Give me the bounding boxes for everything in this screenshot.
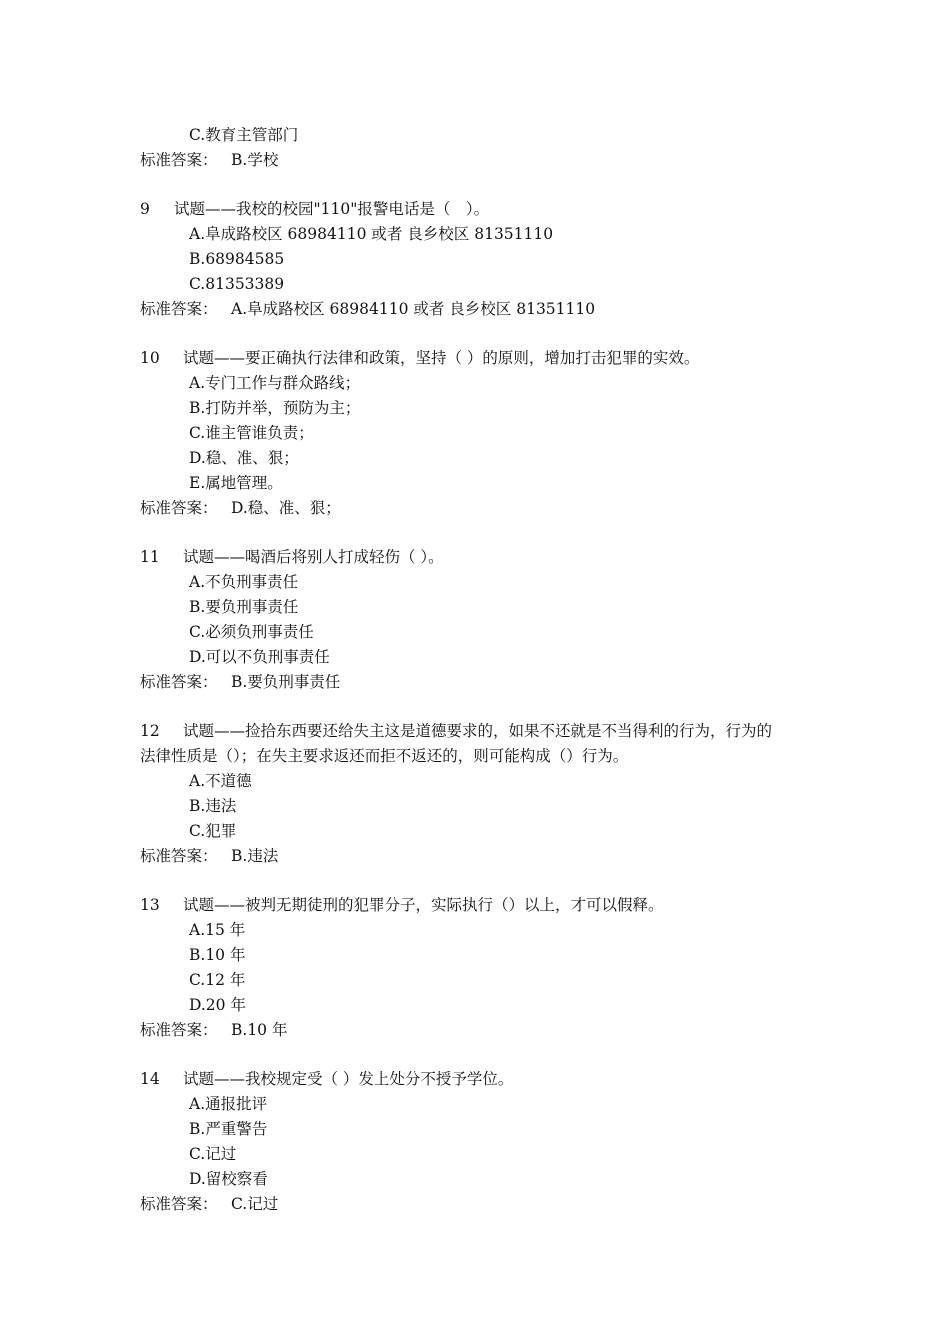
question-text: 试题——我校的校园"110"报警电话是（ ）。 (174, 200, 490, 218)
option-line: D.稳、准、狠； (189, 449, 299, 467)
answer-line (140, 1018, 830, 1043)
answer-label: 标准答案： (140, 499, 218, 517)
question-block (140, 719, 830, 869)
question-number: 12 (140, 722, 160, 740)
option-line: E.属地管理。 (189, 474, 283, 492)
question-text: 试题——我校规定受（ ）发上处分不授予学位。 (183, 1070, 514, 1088)
option-line: D.可以不负刑事责任 (189, 648, 330, 666)
option-line: D.20 年 (189, 996, 246, 1014)
answer-value: D.稳、准、狠； (231, 499, 341, 517)
question-text: 试题——捡拾东西要还给失主这是道德要求的，如果不还就是不当得利的行为，行为的 (183, 722, 773, 740)
answer-label: 标准答案： (140, 847, 218, 865)
answer-label: 标准答案： (140, 1021, 218, 1039)
option-line: B.10 年 (189, 946, 246, 964)
option-line: C.81353389 (189, 275, 285, 293)
question-line (140, 1067, 830, 1092)
answer-line (140, 670, 830, 695)
option-line: A.不负刑事责任 (189, 573, 299, 591)
question-line (140, 719, 830, 744)
answer-line (140, 148, 830, 173)
question-text: 试题——要正确执行法律和政策，坚持（ ）的原则，增加打击犯罪的实效。 (183, 349, 700, 367)
answer-label: 标准答案： (140, 300, 218, 318)
option-line: B.严重警告 (189, 1120, 268, 1138)
option-line: A.通报批评 (189, 1095, 268, 1113)
question-block (140, 893, 830, 1043)
answer-line (140, 1192, 830, 1217)
answer-value: B.违法 (231, 847, 279, 865)
answer-line (140, 297, 830, 322)
question-number: 13 (140, 896, 160, 914)
answer-value: C.记过 (231, 1195, 279, 1213)
question-number: 14 (140, 1070, 160, 1088)
question-line (140, 893, 830, 918)
option-line: D.留校察看 (189, 1170, 268, 1188)
question-text: 试题——被判无期徒刑的犯罪分子，实际执行（）以上，才可以假释。 (183, 896, 664, 914)
answer-line (140, 496, 830, 521)
option-line: C.记过 (189, 1145, 237, 1163)
option-line: C.12 年 (189, 971, 246, 989)
question-line (140, 197, 830, 222)
question-number: 11 (140, 548, 160, 566)
answer-value: A.阜成路校区 68984110 或者 良乡校区 81351110 (231, 300, 596, 318)
question-text: 试题——喝酒后将别人打成轻伤（ ）。 (183, 548, 444, 566)
option-line: A.专门工作与群众路线； (189, 374, 361, 392)
answer-label: 标准答案： (140, 673, 218, 691)
question-number: 10 (140, 349, 160, 367)
answer-line (140, 844, 830, 869)
question-block (140, 346, 830, 521)
question-line-continued: 法律性质是（）；在失主要求返还而拒不返还的，则可能构成（）行为。 (140, 747, 629, 765)
question-block (140, 545, 830, 695)
answer-value: B.10 年 (231, 1021, 288, 1039)
question-number: 9 (140, 200, 150, 218)
option-line: A.阜成路校区 68984110 或者 良乡校区 81351110 (189, 225, 554, 243)
answer-label: 标准答案： (140, 1195, 218, 1213)
option-line: B.要负刑事责任 (189, 598, 299, 616)
option-line: A.15 年 (189, 921, 246, 939)
option-line: C.犯罪 (189, 822, 237, 840)
option-line: B.打防并举，预防为主； (189, 399, 361, 417)
answer-value: B.要负刑事责任 (231, 673, 341, 691)
option-line: C.教育主管部门 (189, 126, 299, 144)
option-line: B.违法 (189, 797, 237, 815)
option-line: C.谁主管谁负责； (189, 424, 314, 442)
question-block (140, 197, 830, 322)
option-line: A.不道德 (189, 772, 252, 790)
document-page (140, 123, 830, 1217)
answer-value: B.学校 (231, 151, 279, 169)
question-line (140, 545, 830, 570)
question-line (140, 346, 830, 371)
answer-label: 标准答案： (140, 151, 218, 169)
option-line: B.68984585 (189, 250, 285, 268)
option-line: C.必须负刑事责任 (189, 623, 314, 641)
question-block (140, 1067, 830, 1217)
